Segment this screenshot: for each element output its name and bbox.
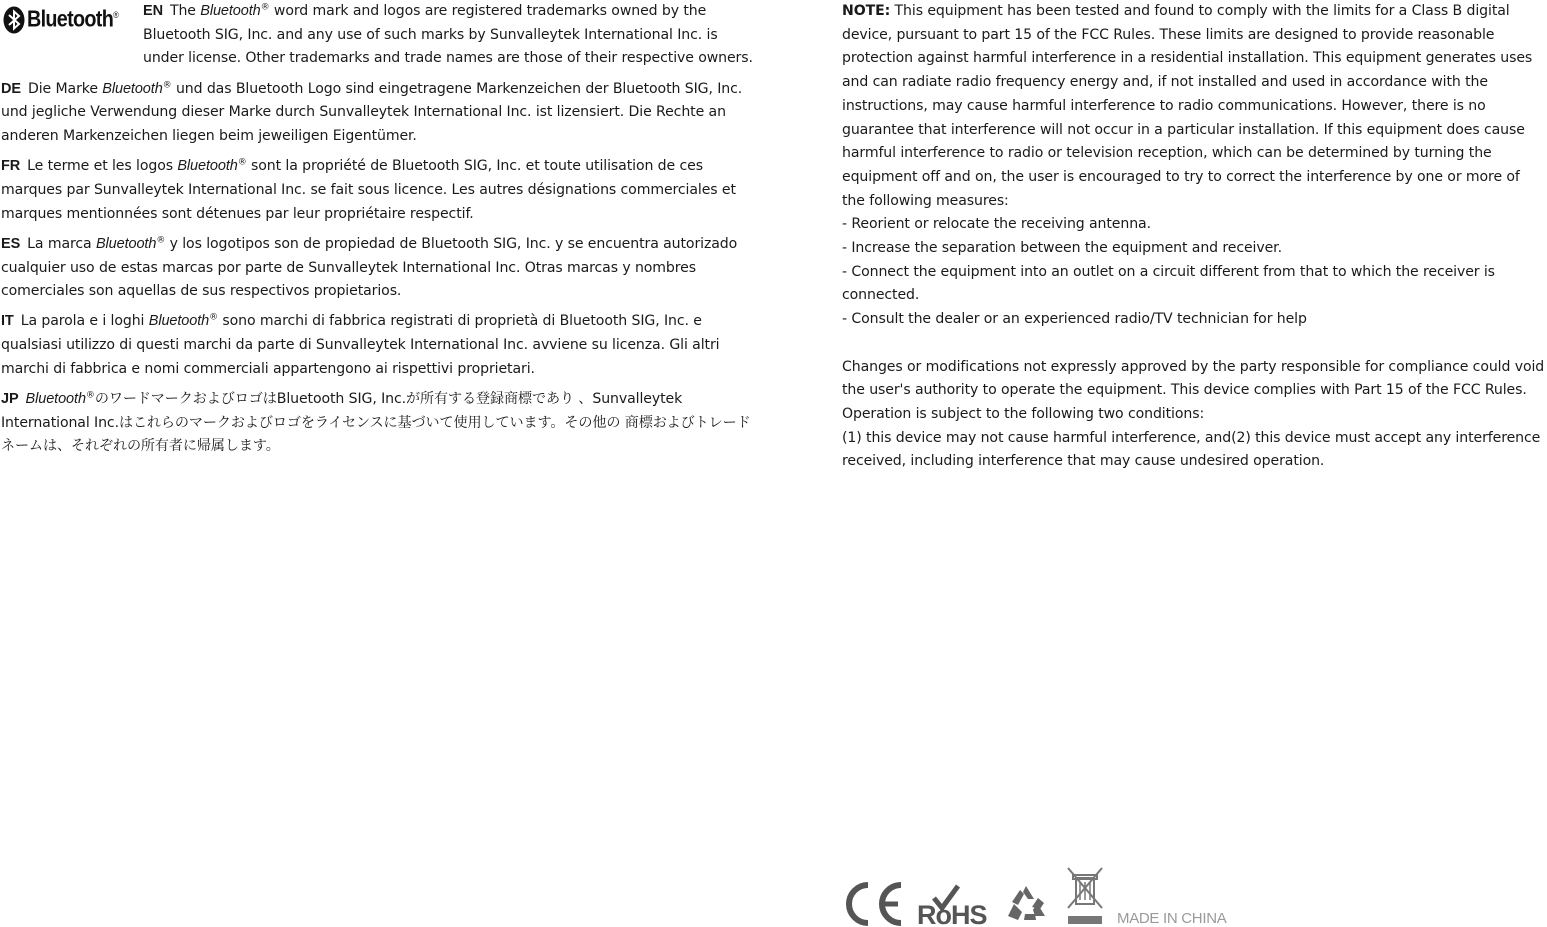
bluetooth-logo [1, 0, 141, 40]
notice-jp-brand: Bluetooth [25, 391, 86, 408]
notice-en-text [143, 0, 761, 71]
notice-jp-reg: ® [85, 390, 95, 401]
notice-it-pre: La parola e i loghi [20, 313, 149, 330]
notice-es [1, 233, 761, 304]
bluetooth-wordmark-text: Bluetooth [27, 5, 114, 32]
bluetooth-rune-icon [3, 6, 25, 34]
notice-es-brand: Bluetooth [95, 235, 157, 252]
fcc-conditions: (1) this device may not cause harmful interference, and(2) this device must accept any interference received, including interference that may cause undesired operation. [842, 429, 1541, 470]
notice-de-pre: Die Marke [27, 80, 103, 97]
notice-it [1, 310, 761, 381]
paragraph-spacer [842, 332, 1546, 356]
notice-de [1, 78, 761, 149]
lang-code-es: ES [1, 235, 21, 252]
notice-it-body: sono marchi di fabbrica registrati di proprietà di Bluetooth SIG, Inc. e qualsiasi utilizzo di questi marchi da parte di Sunvalleytek International Inc. avviene su licenza. Gli altri marchi di fabbrica e nomi commerciali appartengono ai rispettivi proprietari. [1, 313, 720, 377]
notice-es-pre: La marca [27, 235, 96, 252]
fcc-measure: - Reorient or relocate the receiving antenna. [842, 216, 1151, 233]
lang-code-en: EN [143, 3, 163, 19]
fcc-changes: Changes or modifications not expressly approved by the party responsible for compliance could void the user's authority to operate the equipment. This device complies with Part 15 of the FCC Rules. Operation is subject to the following two conditions: [842, 358, 1545, 422]
lang-code-de: DE [1, 80, 21, 97]
bluetooth-wordmark-reg: ® [113, 10, 119, 20]
fcc-measure: - Increase the separation between the equipment and receiver. [842, 240, 1282, 257]
fcc-column [842, 0, 1546, 474]
rohs-mark-icon [916, 884, 992, 926]
notice-de-brand: Bluetooth [102, 80, 163, 97]
notice-en [1, 0, 761, 71]
weee-bin-icon [1064, 866, 1106, 926]
notice-fr-pre: Le terme et les logos [27, 158, 178, 175]
svg-text:RoHS: RoHS [917, 900, 987, 926]
fcc-note-text: This equipment has been tested and found to comply with the limits for a Class B digital device, pursuant to part 15 of the FCC Rules. These limits are designed to provide reasonable protection against harmful interference in a residential installation. This equipment generates uses and can radiate radio frequency energy and, if not installed and used in accordance with the instructions, may cause harmful interference to radio communications. However, there is no guarantee that interference will not occur in a particular installation. If this equipment does cause harmful interference to radio or television reception, which can be determined by turning the equipment off and on, the user is encouraged to try to correct the interference by one or more of the following measures: [842, 3, 1533, 209]
notice-jp-body: のワードマークおよびロゴはBluetooth SIG, Inc.が所有する登録商標であり 、Sunvalleytek International Inc.はこれらのマークおよびロゴをライセンスに基づいて使用しています。その他の 商標およびトレードネームは、それぞれの所有者に帰属します。 [1, 391, 751, 455]
fcc-measure: - Connect the equipment into an outlet on a circuit different from that to which the receiver is connected. [842, 263, 1495, 304]
notice-it-reg: ® [209, 312, 219, 323]
lang-code-it: IT [1, 313, 14, 330]
notice-en-brand: Bluetooth [200, 3, 261, 19]
notice-jp [1, 388, 761, 459]
recycle-icon [1002, 882, 1050, 924]
made-in-china-label: MADE IN CHINA [1117, 910, 1227, 927]
notice-de-reg: ® [162, 79, 172, 90]
bluetooth-wordmark [27, 4, 118, 31]
fcc-note-label: NOTE: [842, 3, 891, 19]
notice-fr [1, 155, 761, 226]
fcc-note [842, 0, 1546, 213]
trademark-column [1, 0, 761, 466]
lang-code-fr: FR [1, 158, 21, 175]
lang-code-jp: JP [1, 391, 19, 408]
fcc-measure: - Consult the dealer or an experienced radio/TV technician for help [842, 311, 1307, 328]
notice-it-brand: Bluetooth [148, 313, 210, 330]
notice-en-body: word mark and logos are registered trademarks owned by the Bluetooth SIG, Inc. and any use of such marks by Sunvalleytek International Inc. is under license. Other trademarks and trade names are those of their respective owners. [143, 3, 753, 67]
notice-es-reg: ® [156, 235, 166, 246]
ce-mark-icon [842, 882, 904, 926]
notice-en-pre: The [169, 3, 201, 19]
notice-fr-body: sont la propriété de Bluetooth SIG, Inc. et toute utilisation de ces marques par Sunvalleytek International Inc. se fait sous licence. Les autres désignations commerciales et marques mentionnées sont détenues par leur propriétaire respectif. [1, 158, 736, 222]
notice-en-reg: ® [260, 2, 270, 13]
notice-fr-brand: Bluetooth [177, 158, 238, 175]
notice-de-body: und das Bluetooth Logo sind eingetragene Markenzeichen der Bluetooth SIG, Inc. und jegliche Verwendung dieser Marke durch Sunvalleytek International Inc. ist lizensiert. Die Rechte an anderen Markenzeichen liegen beim jeweiligen Eigentümer. [1, 80, 743, 145]
notice-fr-reg: ® [237, 157, 247, 168]
notice-es-body: y los logotipos son de propiedad de Bluetooth SIG, Inc. y se encuentra autorizado cualquier uso de estas marcas por parte de Sunvalleytek International Inc. Otras marcas y nombres comerciales son aquellas de sus respectivos propietarios. [1, 235, 738, 300]
compliance-marks [842, 862, 1262, 926]
